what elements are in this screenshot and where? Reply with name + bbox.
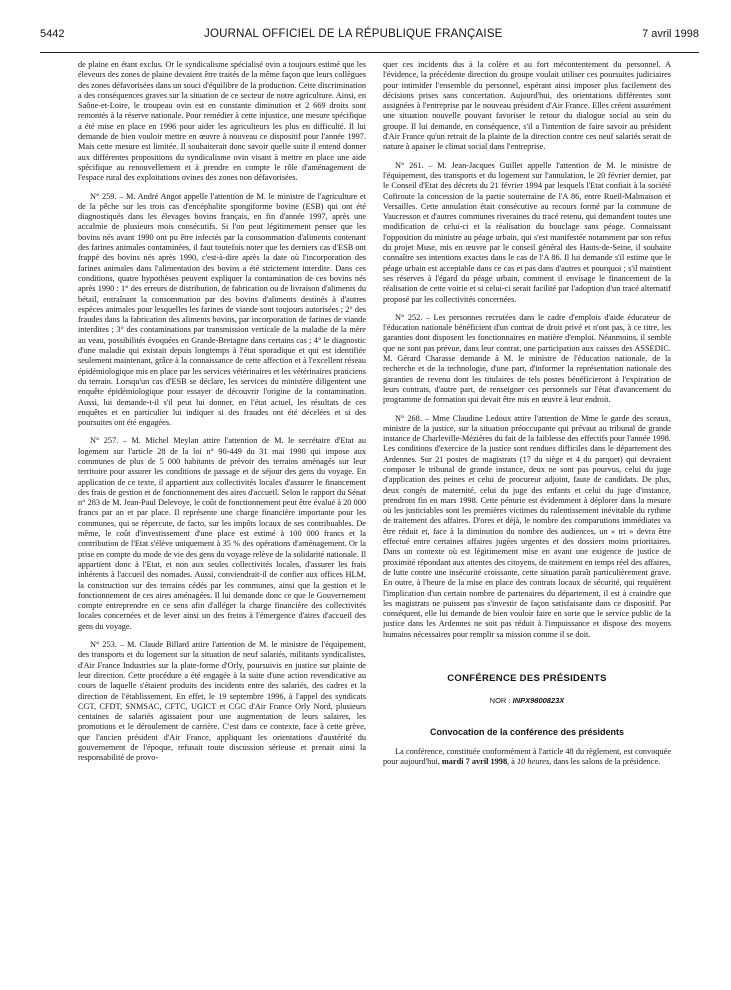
question-253: N° 253. – M. Claude Billard attire l'attention de M. le ministre de l'équipement, des transports et du logement sur la situation de neuf salariés, militants syndicalistes, d'Air France Industries sur la plate-forme d'Orly, poursuivis en justice sur plainte de leur direction. Cette procédure a été engagée à la suite d'une action revendicative au cours de laquelle s'étaient produits des incidents entre des salariés, des cadres et la direction de l'établissement. En effet, le 19 septembre 1996, à l'appel des syndicats CGT, CFDT, SNMSAC, CFTC, UGICT et CGC d'Air France Orly Nord, plusieurs centaines de salariés agissaient pour une augmentation de leurs salaires, les promotions et le déroulement de carrière. C'est dans ce contexte, face à cette grève, que l'ancien président d'Air France, appliquant les orientations d'austérité du gouvernement de l'époque, refusait toute discussion sérieuse et prenait ainsi la responsabilité de provo-: [78, 640, 366, 763]
section-subtitle: Convocation de la conférence des présidents: [429, 726, 625, 737]
page-header: [40, 28, 699, 50]
question-257: N° 257. – M. Michel Meylan attire l'attention de M. le secrétaire d'Etat au logement sur l'article 28 de la loi n° 90-449 du 31 mai 1990 qui impose aux communes de plus de 5 000 habitants de prévoir des terrains aménagés sur leur territoire pour assurer les conditions de passage et de séjour des gens du voyage. En application de ce texte, il appartient aux collectivités locales d'assurer le financement des frais de gestion et de fonctionnement des aires d'accueil. Selon le rapport du Sénat n° 283 de M. Jean-Paul Delevoye, le coût de fonctionnement peut être évalué à 20 000 francs par an et par place. Il représente une charge financière importante pour les communes, qui se répercute, de facto, sur les impôts locaux de ses contribuables. De même, le coût d'investissement d'une place est estimé à 100 000 francs et la contribution de l'Etat s'élève uniquement à 35 % des opérations d'aménagement. Or la prise en compte du mode de vie des gens du voyage relève de la solidarité nationale. Il appartient donc à l'Etat, et non aux seules collectivités locales, d'assurer les frais inhérents à l'accueil des nomades. Aussi, conviendrait-il de confier aux offices HLM, la construction sur des terrains cédés par les communes, ainsi que la gestion et le fonctionnement de ces aires aménagées. Il lui demande donc ce que le Gouvernement compte entreprendre en ce sens afin d'alléger la charge financière des collectivités locales concernées et de lever ainsi un des freins à l'émergence d'aires d'accueil des gens du voyage.: [78, 436, 366, 631]
question-268: N° 268. – Mme Claudine Ledoux attire l'attention de Mme le garde des sceaux, ministre de la justice, sur la situation préoccupante qui prévaut au tribunal de grande instance de Charleville-Mézières du fait de la faiblesse des effectifs pour l'année 1998. Les conditions d'exercice de la justice sont rendues difficiles dans le département des Ardennes. Sur 21 postes de magistrats (17 du siège et 4 du parquet) qui devraient composer le tribunal de grande instance, deux ne sont pas pourvus, celui du juge d'application des peines et celui de procureur adjoint, faute de candidats. De plus, deux congés de maternité, celui du juge des enfants et celui du juge d'instance, prendront fin en mars 1998. Cette pénurie est évidemment à déplorer dans la mesure où les justiciables sont les premières victimes du ralentissement inévitable du rythme de traitement des affaires. D'ores et déjà, le nombre des comparutions immédiates va être réduit et, face à la diminution du nombre des audiences, un « tri » devra être effectué entre certaines affaires jugées urgentes et des dossiers moins prioritaires. Dans un contexte où est légitimement mise en avant une exigence de justice de proximité répondant aux attentes des citoyens, de traitement en temps réel des affaires, de lutte contre une insécurité croissante, cette situation paraît particulièrement grave. En outre, à l'heure de la mise en place des contrats locaux de sécurité, qui requièrent l'implication d'un certain nombre de partenaires du département, il est à craindre que les magistrats ne puissent pas s'investir de façon satisfaisante dans ce dispositif. Par conséquent, elle lui demande de bien vouloir faire en sorte que le service public de la justice dans les Ardennes ne soit pas réduit à l'impuissance et dispose des moyens humains nécessaires pour remplir sa mission comme il se doit.: [383, 413, 671, 639]
right-column: [383, 60, 671, 975]
question-252: N° 252. – Les personnes recrutées dans le cadre d'emplois d'aide éducateur de l'éducation nationale bénéficient d'un contrat de droit privé et n'ont pas, à ce titre, les garanties dont disposent les fonctionnaires en matière d'emploi. Néanmoins, il semble que ne sont pas prévue, dans leur contrat, une participation aux caisses des ASSEDIC. M. Gérard Charasse demande à M. le ministre de l'éducation nationale, de la recherche et de la technologie, d'une part, d'informer la représentation nationale des garanties de revenu dont les titulaires de tels postes bénéficieront à l'expiration de leurs contrats, d'autre part, de renseigner ces personnels sur l'état d'avancement du programme de formation qui devait être mis en œuvre à leur endroit.: [383, 312, 671, 405]
nor-label: NOR :: [489, 696, 511, 706]
nor-code: INPX9800823X: [512, 696, 565, 706]
page-number: 5442: [40, 28, 65, 40]
question-continued: de plaine en étant exclus. Or le syndicalisme spécialisé ovin a toujours estimé que les éleveurs des zones de plaine devaient être traités de la même façon que leurs collègues des zones défavorisées dans un souci d'équilibre de la production. Cette discrimination a des conséquences graves sur la situation de ce secteur de notre agriculture. Ainsi, en Saône-et-Loire, le troupeau ovin est en constante diminution et 2 669 droits sont remontés à la réserve nationale. Pour remédier à cette injustice, une mesure spécifique a été mise en place en 1996 pour aider les agriculteurs les plus en difficulté. Il lui demande de bien vouloir mettre en œuvre à nouveau ce dispositif pour l'année 1997. Mais cette mesure est limitée. Il souhaiterait donc savoir quelle suite il entend donner aux différentes propositions du syndicalisme ovin visant à mettre en place une aide spécifique au renouvellement et à prendre en compte le rôle d'aménagement de l'espace rural des exploitations ovines des zones non défavorisées.: [78, 60, 366, 183]
convocation-text-end: , dans les salons de la présidence.: [549, 757, 661, 767]
convocation-time: 10 heures: [517, 757, 550, 767]
question-259: N° 259. – M. André Angot appelle l'attention de M. le ministre de l'agriculture et de la pêche sur les trois cas d'encéphalite spongiforme bovine (ESB) qui ont été diagnostiqués dans les élevages bovins français, en fin d'année 1997, après une accalmie de plusieurs mois consécutifs. Si l'on peut légitimement penser que les bovins nés avant 1990 ont pu être infectés par la consommation d'aliments contenant des farines animales contaminées, il faut toutefois noter que les derniers cas d'ESB ont frappé des bovins nés après 1990, c'est-à-dire après la date où l'incorporation des farines animales dans l'alimentation des bovins a été strictement interdite. Dans ces conditions, quatre hypothèses peuvent expliquer la contamination de ces bovins nés après 1990 : 1° des erreurs de distribution, de fabrication ou de livraison d'aliments du bétail, entraînant la consommation par des bovins d'aliments destinés à d'autres espèces animales pour lesquelles les farines de viande sont toujours autorisées ; 2° des fraudes dans la fabrication des aliments bovins, par incorporation de farines de viande interdites ; 3° des contaminations par transmission verticale de la maladie de la mère au veau, possibilités évoquées en Grande-Bretagne dans certains cas ; 4° le diagnostic d'une maladie qui existait depuis longtemps à l'état sporadique et qui est identifiée seulement maintenant, grâce à la connaissance de cette affection et à l'excellent réseau épidémiologique mis en place par les services vétérinaires et les vétérinaires praticiens du terrain. Lorsqu'un cas d'ESB se déclare, les services du ministère diligentent une enquête épidémiologique pour essayer de découvrir l'origine de la contamination. Aussi, lui demande-t-il s'il peut lui donner, en l'état actuel, les résultats de ces enquêtes et en particulier lui indiquer si des fraudes ont été décelées et si des poursuites ont été engagées.: [78, 191, 366, 428]
convocation-date: mardi 7 avril 1998: [441, 757, 508, 767]
question-253-continued: quer ces incidents dus à la colère et au fort mécontentement du personnel. A l'évidence, la précédente direction du groupe voulait utiliser ces poursuites judiciaires pour intimider l'ensemble du personnel, espérant ainsi imposer plus facilement des décisions prises sans concertation. Aujourd'hui, des orientations différentes sont assignées à l'entreprise par le nouveau président d'Air France. Elles créent assurément une situation nouvelle pouvant favoriser le retour du dialogue social au sein du groupe. Il lui demande, en conséquence, s'il a l'intention de faire savoir au président d'Air France qu'un retrait de la plainte de la direction contre ces neuf salariés serait de nature à apaiser le climat social dans l'entreprise.: [383, 60, 671, 152]
convocation-text-mid: , à: [507, 757, 517, 767]
convocation-text-start: La conférence, constituée conformément à l'article 48 du règlement, est convoquée pour aujourd'hui,: [383, 746, 671, 767]
header-rule: [40, 52, 699, 53]
convocation-text: [383, 747, 671, 768]
left-column: [78, 60, 366, 975]
section-title: CONFÉRENCE DES PRÉSIDENTS: [447, 673, 607, 685]
nor-reference: [383, 696, 671, 706]
issue-date: 7 avril 1998: [642, 28, 699, 40]
question-261: N° 261. – M. Jean-Jacques Guillet appelle l'attention de M. le ministre de l'équipement, des transports et du logement sur l'annulation, le 20 février dernier, par le Conseil d'Etat des décrets du 21 février 1994 par lesquels l'Etat confiait à la société Cofiroute la concession de la partie souterraine de l'A 86, entre Rueil-Malmaison et Versailles. Cette annulation était consécutive au recours formé par la commune de Vaucresson et d'autres communes riveraines du tracé retenu, qui demandent toutes une modification de celui-ci et la réalisation du bouclage sans péage. Connaissant l'opposition du ministre au péage urbain, qui s'est manifestée notamment par son refus du projet Muse, mis en œuvre par le conseil général des Hauts-de-Seine, il souhaite connaître ses intentions exactes dans le cas de l'A 86. Il lui demande s'il estime que le péage urbain est acceptable dans ce cas et pas dans d'autres et pourquoi ; s'il maintient ses réserves à l'égard du péage urbain, comment il envisage le financement de la réalisation de cette voirie et si celui-ci serait facilité par l'adoption d'un tracé alternatif proposé par les collectivités concernées.: [383, 160, 671, 304]
journal-title: JOURNAL OFFICIEL DE LA RÉPUBLIQUE FRANÇAISE: [204, 28, 503, 40]
